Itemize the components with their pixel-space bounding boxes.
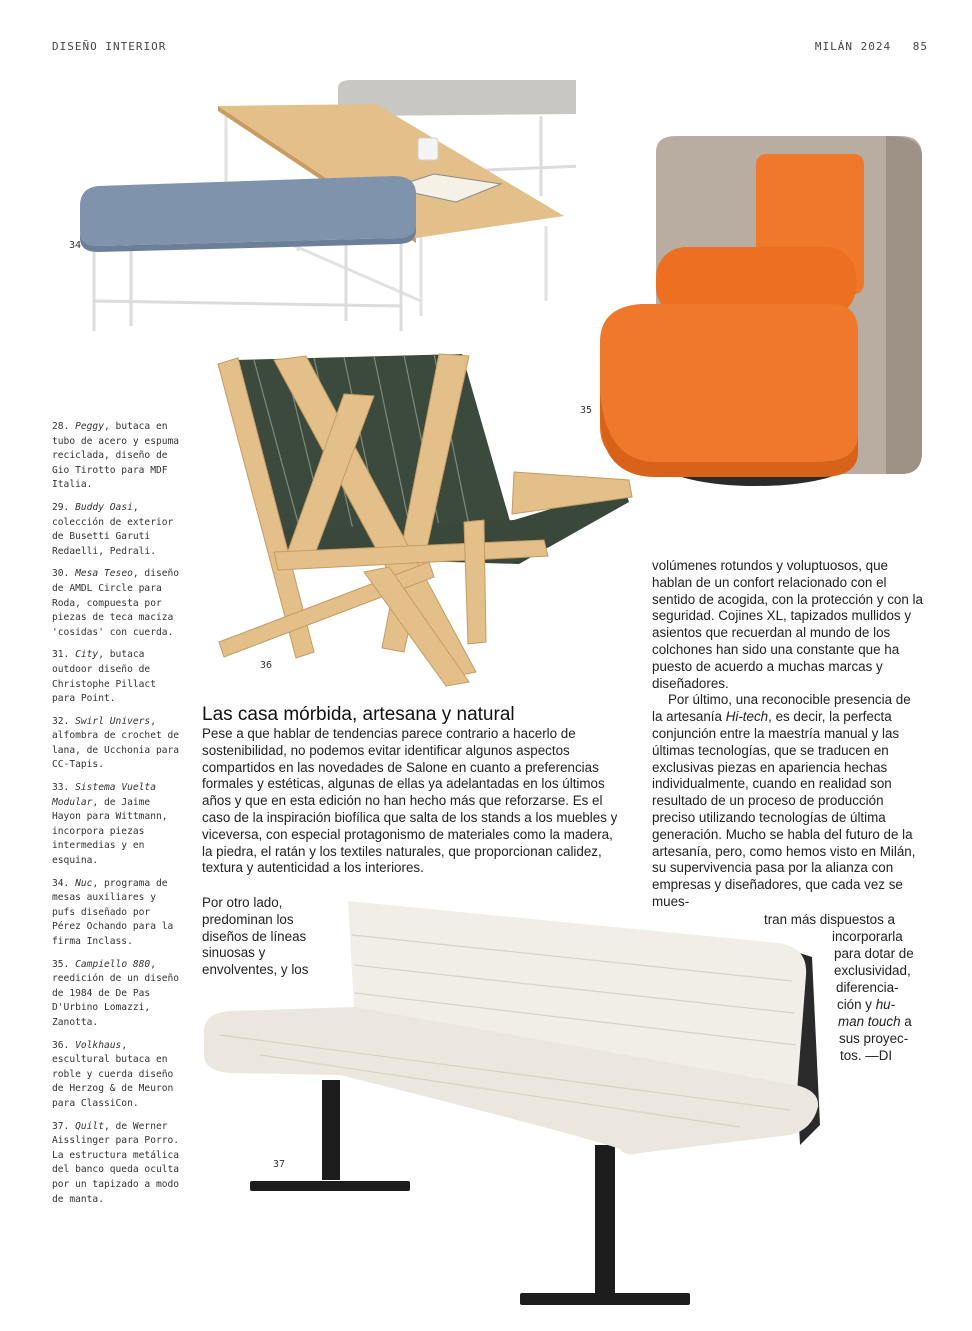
figure-number-37: 37	[273, 1159, 286, 1170]
caption-35: 35. Campiello 880, reedición de un diseño de 1984 de De Pas D'Urbino Lomazzi, Zanotta.	[52, 958, 180, 1028]
figure-number-36: 36	[260, 660, 273, 671]
caption-31: 31. City, butaca outdoor diseño de Christophe Pillact para Point.	[52, 649, 156, 705]
article-tail-line-2: incorporarla	[832, 929, 903, 944]
caption-34: 34. Nuc, programa de mesas auxiliares y pufs diseñado por Pérez Ochando para la firma Inclass.	[52, 877, 174, 947]
article-tail-line-3: para dotar de	[834, 946, 914, 961]
article-paragraph-2: Por otro lado, predominan los diseños de líneas sinuosas y envolventes, y los	[202, 895, 309, 978]
location-label: MILÁN 2024	[814, 40, 892, 53]
caption-29: 29. Buddy Oasi, colección de exterior de Busetti Garuti Redaelli, Pedrali.	[52, 501, 174, 557]
captions-column	[52, 420, 182, 1215]
article-heading: Las casa mórbida, artesana y natural	[202, 704, 515, 725]
page-header-right	[801, 40, 928, 53]
caption-33: 33. Sistema Vuelta Modular, de Jaime Hayon para Wittmann, incorpora piezas intermedias y en esquina.	[52, 782, 168, 867]
article-column-2	[652, 558, 924, 911]
page-number: 85	[912, 40, 928, 53]
article-tail-line-1: tran más dispuestos a	[764, 912, 895, 927]
article-column-1	[202, 726, 624, 877]
figure-36-lounge-chair	[214, 352, 634, 687]
article-tail-line-5: diferencia-	[836, 980, 899, 995]
caption-28: 28. Peggy, butaca en tubo de acero y espuma reciclada, diseño de Gio Tirotto para MDF Italia.	[52, 421, 180, 491]
figure-35-armchair	[596, 132, 926, 497]
caption-37: 37. Quilt, de Werner Aisslinger para Porro. La estructura metálica del banco queda oculta por un tapizado a modo de manta.	[52, 1120, 180, 1205]
article-col2-paragraph-1: volúmenes rotundos y voluptuosos, que hablan de un confort relacionado con el sentido de acogida, con la protección y con la seguridad. Cojines XL, tapizados mullidos y asientos que recuerdan al mundo de los colchones han sido una constante que ha puesto de acuerdo a muchas marcas y diseñadores.	[652, 558, 923, 691]
article-tail-line-8: sus proyec-	[839, 1031, 909, 1046]
figure-34-benches-table	[76, 76, 576, 346]
caption-32: 32. Swirl Univers, alfombra de crochet de lana, de Ucchonia para CC-Tapis.	[52, 715, 180, 771]
caption-30: 30. Mesa Teseo, diseño de AMDL Circle para Roda, compuesta por piezas de teca maciza 'cosidas' con cuerda.	[52, 568, 180, 638]
section-label: DISEÑO INTERIOR	[52, 40, 167, 53]
article-paragraph-1: Pese a que hablar de tendencias parece contrario a hacerlo de sostenibilidad, no podemos evitar identificar algunos aspectos compartidos en las novedades de Salone en cuanto a preferencias formales y estéticas, algunas de ellas ya adelantadas en los últimos años y que en esta edición no han hecho más que reforzarse. Es el caso de la inspiración biofílica que salta de los stands a los muebles y viceversa, con especial protagonismo de materiales como la madera, la piedra, el ratán y los textiles naturales, que proporcionan calidez, textura y autenticidad a los interiores.	[202, 726, 618, 876]
figure-number-34: 34	[69, 240, 82, 251]
article-tail-line-6: ción y hu-	[837, 997, 896, 1012]
article-col2-paragraph-2: Por último, una reconocible presencia de la artesanía Hi-tech, es decir, la perfecta conjunción entre la maestría manual y las últimas tecnologías, que se traducen en exclusivas piezas en apariencia hechas individualmente, cuando en realidad son resultado de un proceso de producción preciso utilizando tecnologías de última generación. Mucho se habla del futuro de la artesanía, pero, como hemos visto en Milán, su supervivencia pasa por la alianza con empresas y diseñadores, que cada vez se mues-	[652, 692, 916, 909]
article-tail-line-7: man touch a	[838, 1014, 912, 1029]
caption-36: 36. Volkhaus, escultural butaca en roble y cuerda diseño de Herzog & de Meuron para ClassiCon.	[52, 1039, 174, 1109]
figure-number-35: 35	[580, 405, 593, 416]
article-tail-line-4: exclusividad,	[834, 963, 911, 978]
article-tail-line-9: tos. —DI	[840, 1048, 893, 1063]
